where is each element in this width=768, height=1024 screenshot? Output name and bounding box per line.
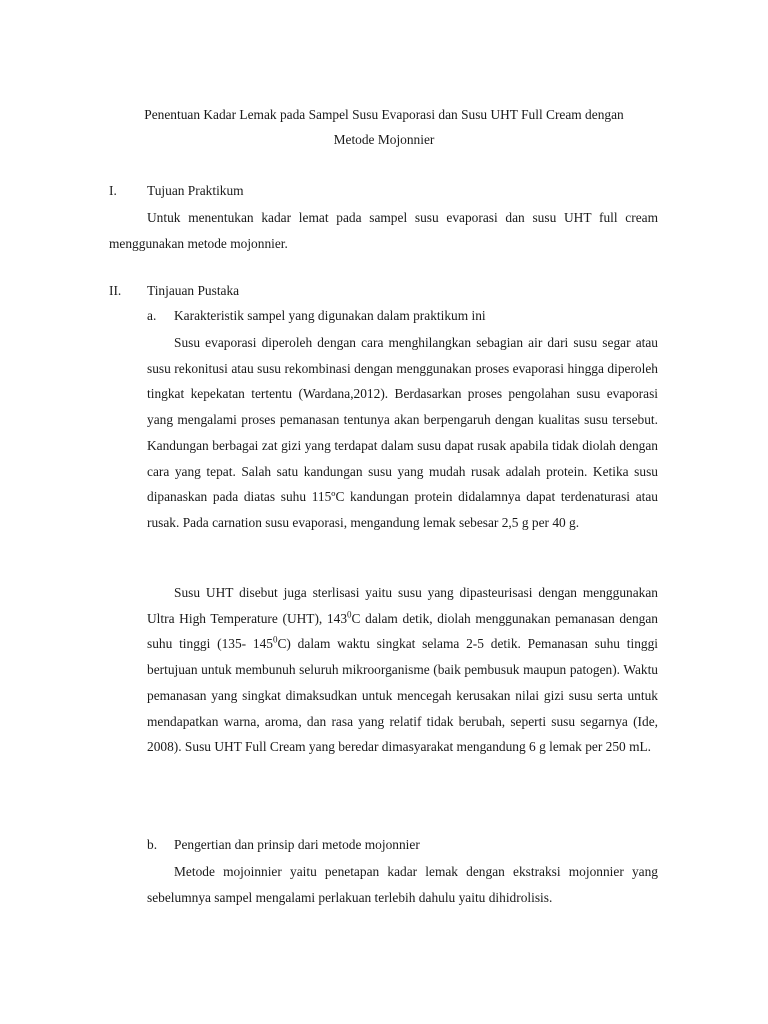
section-1-number: I. xyxy=(109,183,117,198)
subsection-b-letter: b. xyxy=(147,837,158,852)
subsection-b-paragraph: Metode mojoinnier yaitu penetapan kadar lemak dengan ekstraksi mojonnier yang sebelumnya sampel mengalami perlakuan terlebih dahulu yaitu dihidrolisis. xyxy=(147,864,658,905)
paragraph-2-text-1: Susu UHT disebut juga sterlisasi yaitu susu yang dipasteurisasi dengan menggunakan Ultra High Temperature (UHT), 143 xyxy=(147,585,658,626)
title-line-1: Penentuan Kadar Lemak pada Sampel Susu Evaporasi dan Susu UHT Full Cream dengan xyxy=(144,107,624,122)
subsection-a-title: Karakteristik sampel yang digunakan dalam praktikum ini xyxy=(174,308,486,323)
degree-superscript-1: 0 xyxy=(347,609,352,620)
section-2-number: II. xyxy=(109,283,122,298)
paragraph-2-text-2: C dalam detik, diolah menggunakan pemanasan dengan suhu tinggi (135- 145 xyxy=(147,610,658,652)
subsection-a-paragraph-2 xyxy=(147,580,658,760)
document-title xyxy=(100,102,668,152)
title-line-2: Metode Mojonnier xyxy=(333,132,435,147)
section-2-title: Tinjauan Pustaka xyxy=(147,283,240,298)
section-1-title: Tujuan Praktikum xyxy=(147,183,244,198)
subsection-a-paragraph-1: Susu evaporasi diperoleh dengan cara menghilangkan sebagian air dari susu segar atau susu rekonitusi atau susu rekombinasi dengan menggunakan proses evaporasi hingga diperoleh tingkat kepekatan tertentu (Wardana,2012). Berdasarkan proses pengolahan susu evaporasi yang mengalami proses pemanasan tentunya akan berpengaruh dengan kualitas susu tersebut. Kandungan berbagai zat gizi yang terdapat dalam susu dapat rusak apabila tidak diolah dengan cara yang tepat. Salah satu kandungan susu yang mudah rusak adalah protein. Ketika susu dipanaskan pada diatas suhu 115ºC kandungan protein didalamnya dapat terdenaturasi atau rusak. Pada carnation susu evaporasi, mengandung lemak sebesar 2,5 g per 40 g. xyxy=(147,335,658,530)
degree-superscript-2: 0 xyxy=(273,634,278,645)
subsection-b-title: Pengertian dan prinsip dari metode mojonnier xyxy=(174,837,420,852)
paragraph-2-text-3: C) dalam waktu singkat selama 2-5 detik. Pemanasan suhu tinggi bertujuan untuk membunuh seluruh mikroorganisme (baik pembusuk maupun patogen). Waktu pemanasan yang singkat dimaksudkan untuk mencegah kerusakan nilai gizi susu serta untuk mendapatkan warna, aroma, dan rasa yang relatif tidak berubah, seperti susu segarnya (Ide, 2008). Susu UHT Full Cream yang beredar dimasyarakat mengandung 6 g lemak per 250 mL. xyxy=(147,636,659,755)
section-1-paragraph: Untuk menentukan kadar lemat pada sampel susu evaporasi dan susu UHT full cream menggunakan metode mojonnier. xyxy=(109,210,658,251)
subsection-a-letter: a. xyxy=(147,308,157,323)
